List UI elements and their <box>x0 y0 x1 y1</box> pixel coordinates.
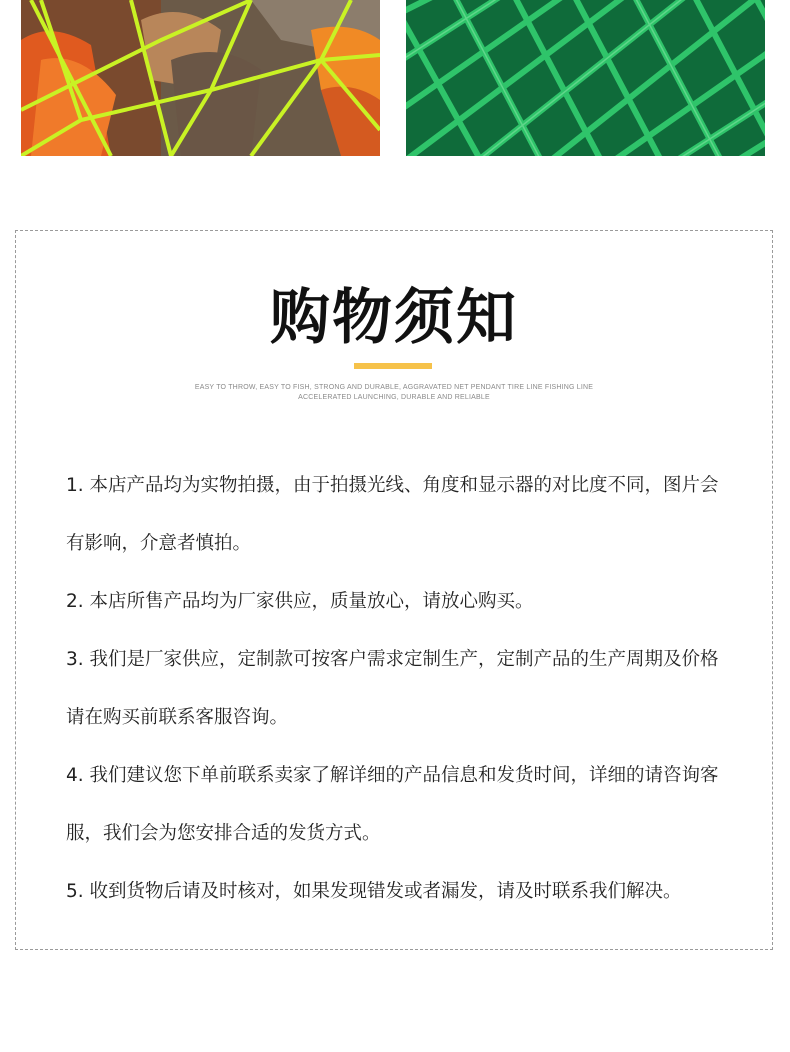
notice-list <box>66 457 734 921</box>
notice-title: 购物须知 <box>270 283 518 353</box>
subtitle-line-1: EASY TO THROW, EASY TO FISH, STRONG AND DURABLE, AGGRAVATED NET PENDANT TIRE LINE FISHING LINE <box>194 384 594 391</box>
notice-item-2: 2. 本店所售产品均为厂家供应，质量放心，请放心购买。 <box>66 591 534 612</box>
notice-item-5: 5. 收到货物后请及时核对，如果发现错发或者漏发，请及时联系我们解决。 <box>66 881 682 902</box>
notice-item-4: 4. 我们建议您下单前联系卖家了解详细的产品信息和发货时间，详细的请咨询客服，我们会为您安排合适的发货方式。 <box>66 765 719 844</box>
notice-item-3: 3. 我们是厂家供应，定制款可按客户需求定制生产，定制产品的生产周期及价格请在购买前联系客服咨询。 <box>66 649 719 728</box>
title-underline <box>354 363 432 369</box>
notice-subtitle <box>16 383 772 403</box>
shopping-notice-panel <box>15 230 773 950</box>
subtitle-line-2: ACCELERATED LAUNCHING, DURABLE AND RELIABLE <box>298 394 490 401</box>
yellow-safety-net-photo <box>21 0 380 156</box>
green-safety-net-photo <box>406 0 765 156</box>
notice-item-1: 1. 本店产品均为实物拍摄，由于拍摄光线、角度和显示器的对比度不同，图片会有影响，介意者慎拍。 <box>66 475 719 554</box>
